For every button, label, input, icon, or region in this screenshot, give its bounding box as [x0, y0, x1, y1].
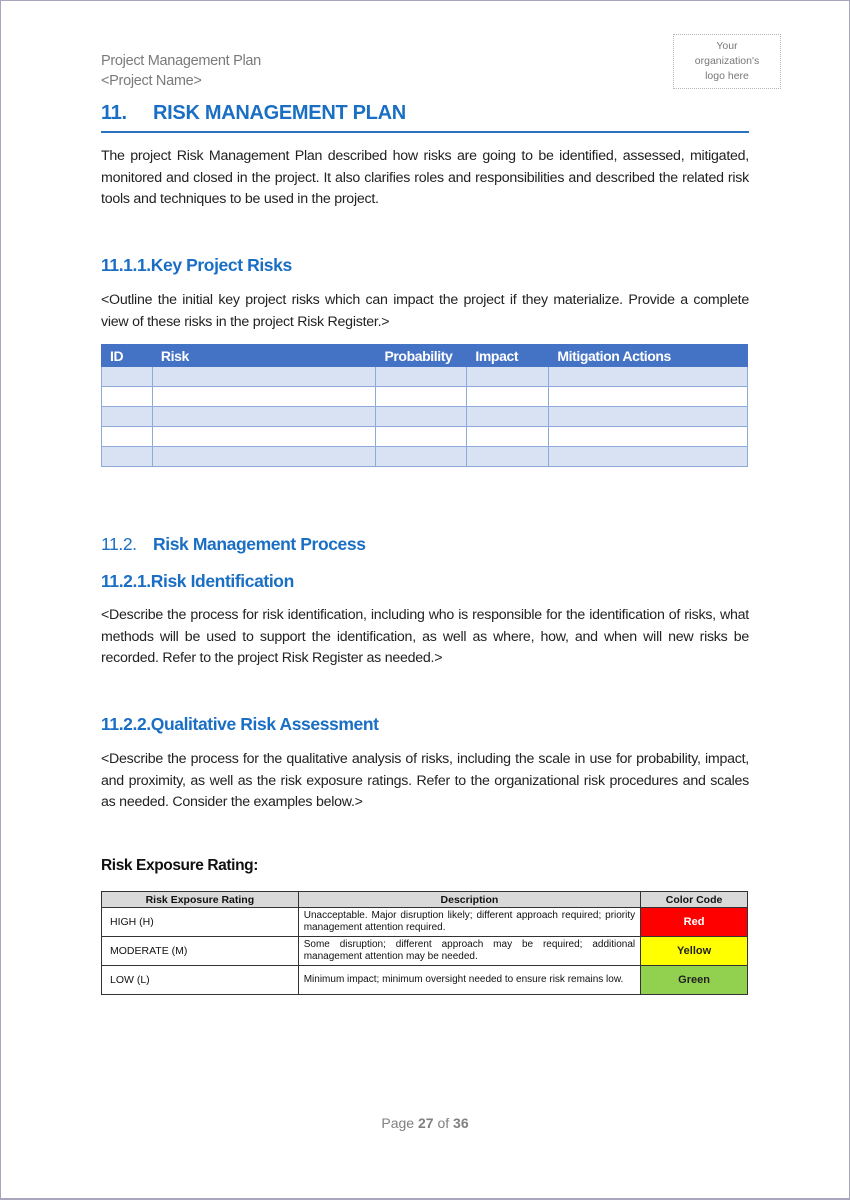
- column-header-risk: Risk: [152, 345, 376, 367]
- cell-id[interactable]: [102, 427, 153, 447]
- process-title: Risk Management Process: [153, 534, 366, 554]
- section-title: RISK MANAGEMENT PLAN: [153, 102, 406, 124]
- cell-impact[interactable]: [467, 367, 549, 387]
- logo-text-line: organization's: [694, 55, 760, 67]
- column-header-description: Description: [298, 892, 640, 908]
- cell-id[interactable]: [102, 387, 153, 407]
- table-row: [102, 908, 748, 937]
- key-risks-table: [101, 344, 748, 467]
- identification-description: <Describe the process for risk identification, including who is responsible for the identification of risks, what methods will be used to support the identification, as well as where, how, and when will new risks be recorded. Refer to the project Risk Register as needed.>: [101, 607, 749, 666]
- rating-cell: MODERATE (M): [102, 937, 299, 966]
- section-intro: The project Risk Management Plan described how risks are going to be identified, assessed, mitigated, monitored and closed in the project. It also clarifies roles and responsibilities and described the related risk tools and techniques to be used in the project.: [101, 148, 749, 207]
- cell-risk[interactable]: [152, 427, 376, 447]
- cell-id[interactable]: [102, 367, 153, 387]
- rating-cell: HIGH (H): [102, 908, 299, 937]
- table-row: [102, 387, 748, 407]
- cell-id[interactable]: [102, 407, 153, 427]
- description-cell: Unacceptable. Major disruption likely; different approach required; priority management attention required.: [298, 908, 640, 937]
- column-header-rating: Risk Exposure Rating: [102, 892, 299, 908]
- cell-impact[interactable]: [467, 387, 549, 407]
- project-name: <Project Name>: [101, 73, 202, 89]
- rating-cell: LOW (L): [102, 966, 299, 995]
- cell-probability[interactable]: [376, 427, 467, 447]
- table-row: [102, 937, 748, 966]
- logo-placeholder: [673, 34, 781, 89]
- cell-risk[interactable]: [152, 387, 376, 407]
- cell-probability[interactable]: [376, 387, 467, 407]
- page-footer: [0, 1115, 850, 1131]
- qualitative-heading: 11.2.2.Qualitative Risk Assessment: [101, 714, 379, 734]
- column-header-id: ID: [102, 345, 153, 367]
- cell-risk[interactable]: [152, 447, 376, 467]
- current-page-number: 27: [417, 1115, 434, 1131]
- logo-text-line: Your: [716, 40, 738, 52]
- table-header-row: [102, 892, 748, 908]
- table-row: [102, 367, 748, 387]
- logo-text-line: logo here: [705, 70, 749, 82]
- exposure-label: Risk Exposure Rating:: [101, 857, 258, 874]
- column-header-mitigation: Mitigation Actions: [549, 345, 748, 367]
- cell-mitigation[interactable]: [549, 387, 748, 407]
- cell-risk[interactable]: [152, 407, 376, 427]
- column-header-impact: Impact: [467, 345, 549, 367]
- color-code-cell: Yellow: [641, 937, 748, 966]
- cell-id[interactable]: [102, 447, 153, 467]
- table-row: [102, 427, 748, 447]
- cell-probability[interactable]: [376, 367, 467, 387]
- color-code-cell: Green: [641, 966, 748, 995]
- cell-probability[interactable]: [376, 407, 467, 427]
- cell-mitigation[interactable]: [549, 407, 748, 427]
- exposure-rating-table: [101, 891, 748, 995]
- page-of: of: [437, 1115, 450, 1131]
- cell-impact[interactable]: [467, 427, 549, 447]
- description-cell: Minimum impact; minimum oversight needed to ensure risk remains low.: [298, 966, 640, 995]
- table-row: [102, 966, 748, 995]
- cell-risk[interactable]: [152, 367, 376, 387]
- total-pages: 36: [453, 1115, 469, 1131]
- document-header: [101, 51, 261, 91]
- page-prefix: Page: [381, 1115, 415, 1131]
- key-risks-heading: 11.1.1.Key Project Risks: [101, 255, 292, 275]
- key-risks-description: <Outline the initial key project risks which can impact the project if they materialize. Provide a complete view of these risks in the project Risk Register.>: [101, 292, 749, 330]
- cell-impact[interactable]: [467, 447, 549, 467]
- document-title: Project Management Plan: [101, 53, 261, 69]
- column-header-probability: Probability: [376, 345, 467, 367]
- process-number: 11.2.: [101, 534, 137, 554]
- qualitative-description: <Describe the process for the qualitative analysis of risks, including the scale in use for probability, impact, and proximity, as well as the risk exposure ratings. Refer to the organizational risk procedures and scales as needed. Consider the examples below.>: [101, 751, 749, 810]
- table-row: [102, 407, 748, 427]
- column-header-color-code: Color Code: [641, 892, 748, 908]
- cell-mitigation[interactable]: [549, 367, 748, 387]
- table-row: [102, 447, 748, 467]
- color-code-cell: Red: [641, 908, 748, 937]
- description-cell: Some disruption; different approach may be required; additional management attention may be needed.: [298, 937, 640, 966]
- cell-probability[interactable]: [376, 447, 467, 467]
- identification-heading: 11.2.1.Risk Identification: [101, 571, 294, 591]
- cell-mitigation[interactable]: [549, 447, 748, 467]
- section-number: 11.: [101, 102, 127, 124]
- cell-mitigation[interactable]: [549, 427, 748, 447]
- table-header-row: [102, 345, 748, 367]
- section-heading: [101, 102, 749, 133]
- cell-impact[interactable]: [467, 407, 549, 427]
- process-heading: [101, 534, 366, 555]
